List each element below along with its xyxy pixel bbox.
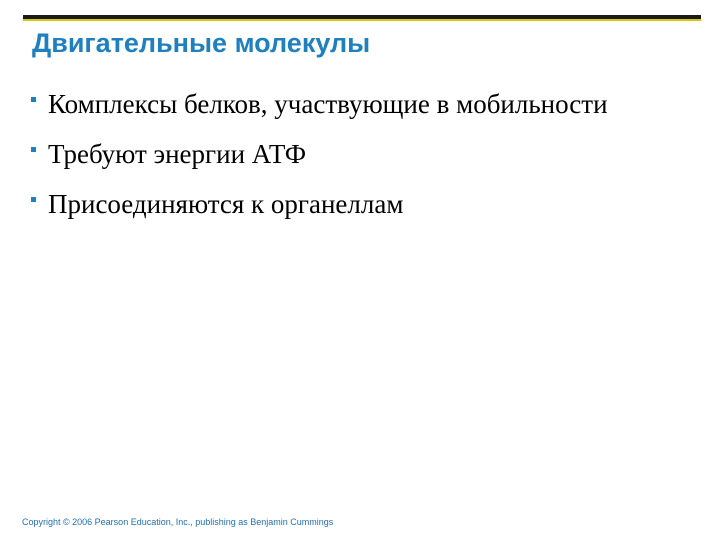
bullet-item: [28, 136, 668, 172]
bullet-text: Комплексы белков, участвующие в мобильности: [48, 89, 608, 119]
copyright-footer: Copyright © 2006 Pearson Education, Inc., publishing as Benjamin Cummings: [22, 517, 334, 527]
bullet-list: [28, 86, 668, 236]
bullet-item: [28, 86, 668, 122]
square-bullet-icon: [31, 97, 36, 102]
slide-title: Двигательные молекулы: [32, 28, 371, 58]
square-bullet-icon: [31, 197, 36, 202]
square-bullet-icon: [31, 147, 36, 152]
bullet-text: Присоединяются к органеллам: [48, 189, 404, 219]
title-divider-accent-line: [23, 19, 701, 21]
bullet-text: Требуют энергии АТФ: [48, 139, 307, 169]
bullet-item: [28, 186, 668, 222]
